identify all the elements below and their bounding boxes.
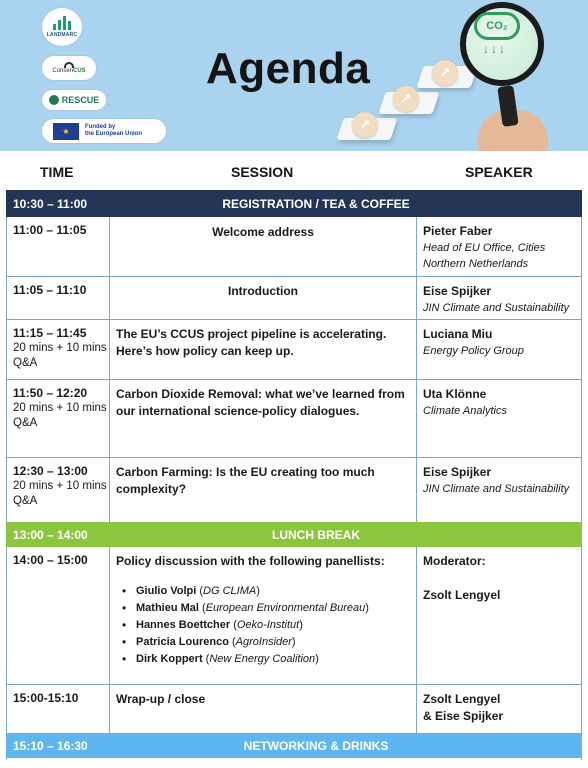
band-label: LUNCH BREAK: [272, 527, 360, 542]
row-speaker: Uta Klönne: [423, 387, 487, 401]
row-speaker: Pieter Faber: [423, 224, 493, 238]
row-speaker-org: Climate Analytics: [423, 405, 507, 417]
landmarc-logo-icon: [53, 16, 71, 30]
row-time: 14:00 – 15:00: [13, 553, 88, 567]
rescue-logo: [42, 90, 106, 110]
agenda-row: [6, 277, 582, 320]
row-speaker-org: JIN Climate and Sustainability: [423, 483, 570, 495]
row-speaker-org: Energy Policy Group: [423, 345, 524, 357]
panellist-name: Patricia Lourenco: [136, 636, 229, 648]
band-time: 10:30 – 11:00: [13, 196, 88, 211]
band-time: 15:10 – 16:30: [13, 738, 88, 753]
agenda-row-panel: [6, 547, 582, 685]
moderator-name: Zsolt Lengyel: [423, 588, 501, 602]
row-speaker-org: JIN Climate and Sustainability: [423, 302, 570, 314]
row-speaker-secondary: & Eise Spijker: [423, 709, 504, 723]
down-arrows-icon: ↓↓↓: [483, 42, 507, 56]
band-registration: [6, 190, 582, 217]
panellist-name: Mathieu Mal: [136, 602, 199, 614]
agenda-row: [6, 320, 582, 380]
agenda-row: [6, 458, 582, 522]
page-title: Agenda: [206, 44, 371, 93]
row-session: Policy discussion with the following panellists:: [116, 554, 385, 568]
agenda-row: [6, 380, 582, 458]
arrow-up-icon: ↗: [393, 86, 419, 112]
moderator-label: Moderator:: [423, 554, 486, 568]
band-label: REGISTRATION / TEA & COFFEE: [222, 196, 410, 211]
row-time-note: 20 mins + 10 mins Q&A: [13, 342, 107, 369]
row-time: 12:30 – 13:00: [13, 464, 88, 478]
consencus-logo-prefix: Consen: [52, 68, 73, 74]
row-time: 11:00 – 11:05: [13, 223, 87, 237]
landmarc-logo: [42, 8, 82, 46]
panellist-org: European Environmental Bureau: [205, 602, 366, 614]
rescue-logo-text: RESCUE: [61, 95, 100, 105]
row-session: Introduction: [228, 284, 298, 298]
panellist-item: • Hannes Boettcher (Oeko-Institut): [130, 617, 416, 634]
row-time-note: 20 mins + 10 mins Q&A: [13, 480, 107, 507]
panellist-name: Dirk Koppert: [136, 653, 203, 665]
panellist-item: • Mathieu Mal (European Environmental Bureau): [130, 600, 416, 617]
consencus-logo-suffix: CUS: [73, 68, 86, 74]
row-speaker: Zsolt Lengyel: [423, 692, 501, 706]
eu-funding-line2: the European Union: [85, 131, 142, 137]
row-session: Carbon Dioxide Removal: what we’ve learned from our international science-policy dialogues.: [116, 387, 405, 418]
panellist-org: New Energy Coalition: [209, 653, 316, 665]
panellist-org: AgroInsider: [235, 636, 292, 648]
band-lunch: [6, 522, 582, 547]
row-time: 11:05 – 11:10: [13, 283, 87, 297]
panellist-org: DG CLIMA: [203, 585, 257, 597]
eu-funding-line1: Funded by: [85, 124, 116, 130]
panellist-org: Oeko-Institut: [236, 619, 300, 631]
panellist-item: • Dirk Koppert (New Energy Coalition): [130, 651, 416, 668]
band-label: NETWORKING & DRINKS: [243, 738, 389, 753]
row-speaker: Eise Spijker: [423, 284, 492, 298]
row-speaker: Eise Spijker: [423, 465, 492, 479]
header-banner: [0, 0, 588, 151]
panellist-item: • Giulio Volpi (DG CLIMA): [130, 583, 416, 600]
panellist-list: [116, 583, 416, 668]
row-speaker: Luciana Miu: [423, 327, 493, 341]
panellist-name: Hannes Boettcher: [136, 619, 231, 631]
arrow-up-icon: ↗: [352, 112, 378, 138]
co2-cloud-icon: CO₂: [474, 12, 520, 40]
eu-flag-icon: ★: [53, 123, 79, 140]
row-session: Welcome address: [212, 225, 314, 239]
agenda-row: [6, 685, 582, 733]
column-header-time: TIME: [40, 164, 74, 180]
landmarc-logo-text: LANDMARC: [46, 32, 78, 38]
row-speaker-org: Head of EU Office, Cities Northern Netherlands: [423, 242, 546, 270]
row-time: 15:00-15:10: [13, 691, 79, 705]
panellist-name: Giulio Volpi: [136, 585, 197, 597]
row-session: Carbon Farming: Is the EU creating too much complexity?: [116, 465, 375, 496]
row-time: 11:50 – 12:20: [13, 386, 88, 400]
arrow-up-icon: ↗: [432, 60, 458, 86]
band-networking: [6, 733, 582, 758]
column-header-speaker: SPEAKER: [465, 164, 533, 180]
row-time-note: 20 mins + 10 mins Q&A: [13, 402, 107, 429]
panellist-item: • Patricia Lourenco (AgroInsider): [130, 634, 416, 651]
row-session: Wrap-up / close: [116, 692, 206, 706]
row-session: The EU’s CCUS project pipeline is accelerating. Here’s how policy can keep up.: [116, 327, 387, 358]
row-time: 11:15 – 11:45: [13, 326, 87, 340]
agenda-row: [6, 217, 582, 277]
band-time: 13:00 – 14:00: [13, 527, 88, 542]
column-header-session: SESSION: [231, 164, 294, 180]
rescue-logo-icon: [49, 95, 59, 105]
consencus-logo: [42, 56, 96, 80]
eu-funding-logo: [42, 119, 166, 143]
